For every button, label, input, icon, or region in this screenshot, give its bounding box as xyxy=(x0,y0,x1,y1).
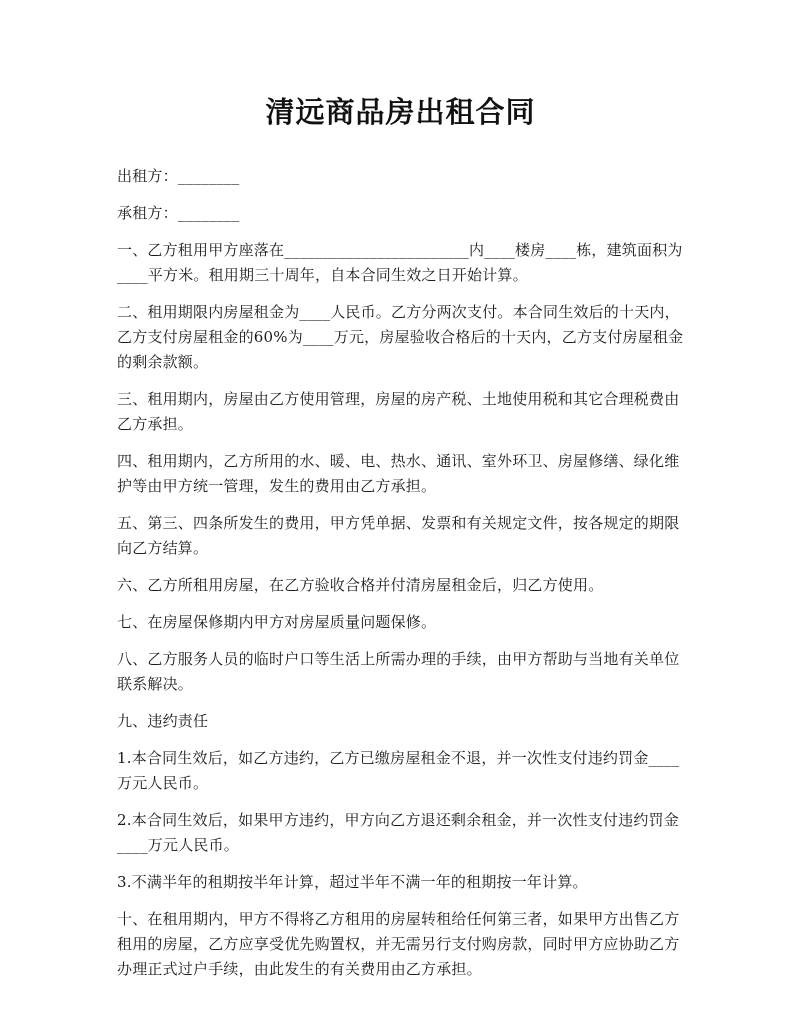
document-title: 清远商品房出租合同 xyxy=(265,95,536,129)
clause-9-item-3: 3.不满半年的租期按半年计算，超过半年不满一年的租期按一年计算。 xyxy=(117,873,588,891)
clause-9-heading: 九、违约责任 xyxy=(117,712,209,730)
clause-10: 十、在租用期内，甲方不得将乙方租用的房屋转租给任何第三者，如果甲方出售乙方租用的房屋，乙方应享受优先购置权，并无需另行支付购房款，同时甲方应协助乙方办理正式过户手续，由此发生的有关费用由乙方承担。 xyxy=(117,910,680,978)
clause-4: 四、租用期内，乙方所用的水、暖、电、热水、通讯、室外环卫、房屋修缮、绿化维护等由甲方统一管理，发生的费用由乙方承担。 xyxy=(117,452,680,495)
lessee-line: 承租方：________ xyxy=(117,204,240,222)
clause-3: 三、租用期内，房屋由乙方使用管理，房屋的房产税、土地使用税和其它合理税费由乙方承担。 xyxy=(117,390,680,433)
clause-8: 八、乙方服务人员的临时户口等生活上所需办理的手续，由甲方帮助与当地有关单位联系解决。 xyxy=(117,650,680,693)
clause-1: 一、乙方租用甲方座落在________________________内____楼房____栋，建筑面积为____平方米。租用期三十周年，自本合同生效之日开始计算。 xyxy=(117,241,683,284)
clause-6: 六、乙方所租用房屋，在乙方验收合格并付清房屋租金后，归乙方使用。 xyxy=(117,576,604,594)
clause-9-item-1: 1.本合同生效后，如乙方违约，乙方已缴房屋租金不退，并一次性支付违约罚金____万元人民币。 xyxy=(117,749,680,792)
clause-5: 五、第三、四条所发生的费用，甲方凭单据、发票和有关规定文件，按各规定的期限向乙方结算。 xyxy=(117,514,680,557)
clause-7: 七、在房屋保修期内甲方对房屋质量问题保修。 xyxy=(117,613,437,631)
clause-9-item-2: 2.本合同生效后，如果甲方违约，甲方向乙方退还剩余租金，并一次性支付违约罚金____万元人民币。 xyxy=(117,811,679,854)
clause-2: 二、租用期限内房屋租金为____人民币。乙方分两次支付。本合同生效后的十天内，乙方支付房屋租金的60%为____万元，房屋验收合格后的十天内，乙方支付房屋租金的剩余款额。 xyxy=(117,303,684,371)
lessor-line: 出租方：________ xyxy=(117,167,240,185)
